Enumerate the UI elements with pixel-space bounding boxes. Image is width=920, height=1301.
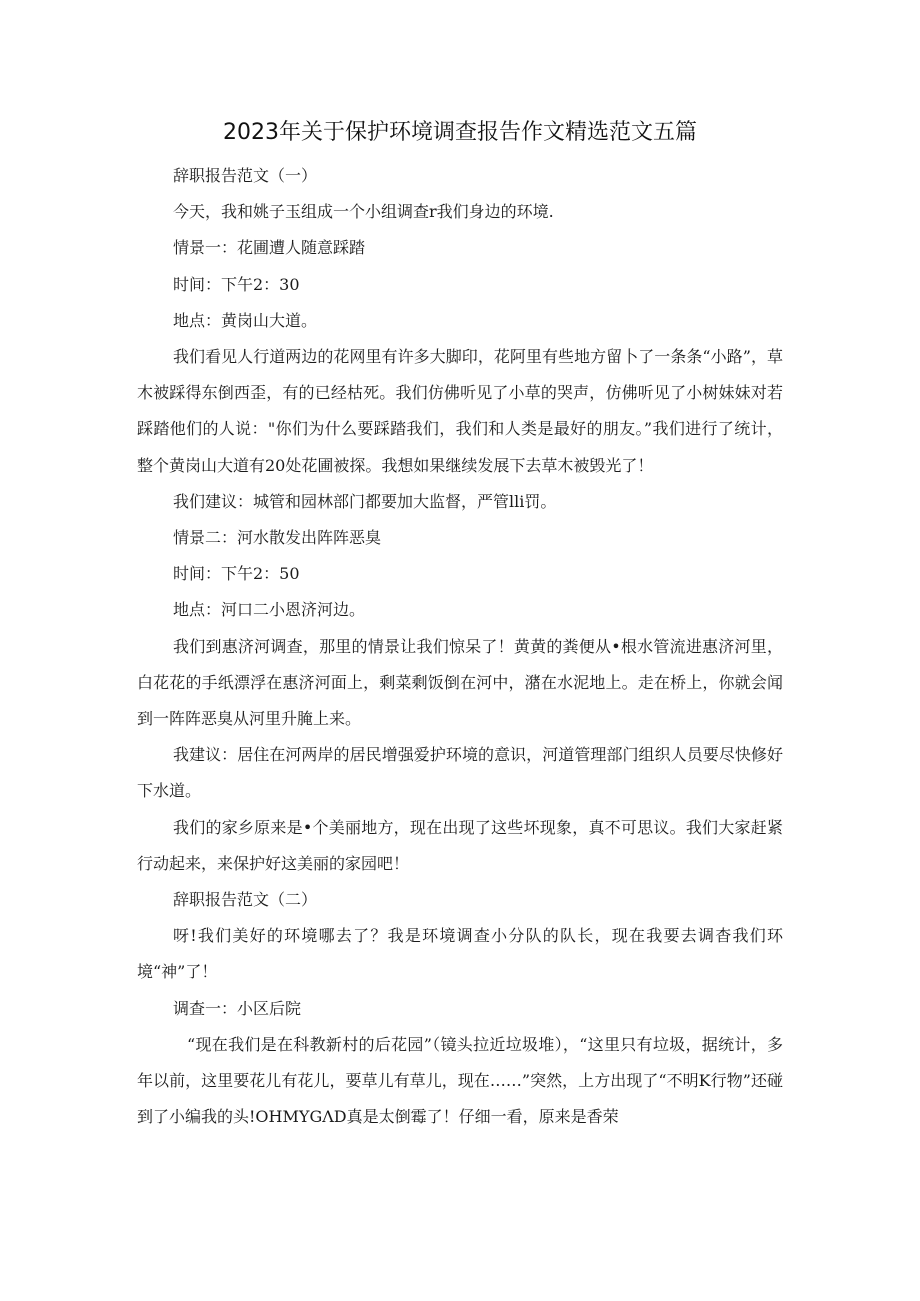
body-paragraph: 今天，我和姚子玉组成一个小组调查r我们身边的环境. xyxy=(173,202,554,222)
body-paragraph: 呀!我们美好的环境哪去了？我是环境调查小分队的队长，现在我要去调杳我们环境“神”了！ xyxy=(137,926,783,982)
body-paragraph: 地点：河口二小恩济河边。 xyxy=(173,600,366,620)
document-title: 2023年关于保护环境调查报告作文精选范文五篇 xyxy=(223,120,697,145)
body-paragraph: 我建议：居住在河两岸的居民增强爱护环境的意识，河道管理部门组织人员要尽快修好下水道。 xyxy=(137,745,783,801)
body-paragraph: 时间：下午2：30 xyxy=(173,274,300,294)
body-paragraph: 情景二：河水散发出阵阵恶臭 xyxy=(173,528,382,548)
body-paragraph: 我们到惠济河调查，那里的情景让我们惊呆了！黄黄的粪便从•根水管流进惠济河里，白花花的手纸漂浮在惠济河面上，剩菜剩饭倒在河中，潴在水泥地上。走在桥上，你就会闻到一阵阵恶臭从河里升腌上来。 xyxy=(137,636,783,729)
body-paragraph: 地点：黄岗山大道。 xyxy=(173,310,318,330)
body-paragraph: 我们看见人行道两边的花网里有许多大脚印，花阿里有些地方留卜了一条条“小路”，草木被踩得东倒西歪，有的已经枯死。我们仿佛听见了小草的哭声，仿佛听见了小树妹妹对若踩踏他们的人说："你们为什么要踩踏我们，我们和人类是最好的朋友。”我们进行了统计，整个黄岗山大道有20处花圃被探。我想如果继续发展下去草木被毁光了！ xyxy=(137,347,783,475)
body-paragraph: 调查一：小区后院 xyxy=(173,998,302,1018)
body-paragraph: 我们建议：城管和园林部门都要加大监督，严管lli罚。 xyxy=(173,491,557,511)
section-heading: 辞职报告范文（一） xyxy=(173,166,318,185)
body-paragraph: “现在我们是在科教新村的后花园”（镜头拉近垃圾堆），“这里只有垃圾，据统计，多年以前，这里要花儿有花儿，要草儿有草儿，现在……”突然，上方出现了“不明K行物”还碰到了小编我的头!OHMYGΛD真是太倒霉了！仔细一看，原来是香荣 xyxy=(137,1034,783,1127)
body-paragraph: 情景一：花圃遭人随意踩踏 xyxy=(173,238,366,258)
body-paragraph: 我们的家乡原来是•个美丽地方，现在出现了这些坏现象，真不可思议。我们大家赶紧行动起来，来保护好这美丽的家园吧！ xyxy=(137,817,783,873)
body-paragraph: 时间：下午2：50 xyxy=(173,564,300,584)
section-heading: 辞职报告范文（二） xyxy=(173,890,318,910)
document-body xyxy=(137,158,783,1135)
